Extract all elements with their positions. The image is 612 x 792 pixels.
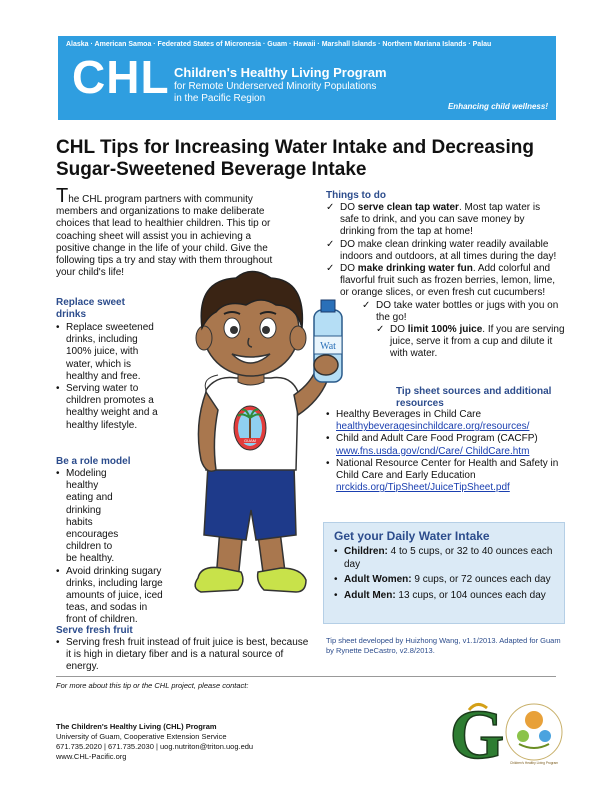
check-icon: ✓ bbox=[376, 324, 385, 336]
list-item: • Healthy Beverages in Child Care healthybeveragesinchildcare.org/resources/ bbox=[326, 409, 561, 433]
role-heading: Be a role model bbox=[56, 456, 131, 467]
footer-divider bbox=[56, 676, 556, 677]
page-title: CHL Tips for Increasing Water Intake and Decreasing Sugar-Sweetened Beverage Intake bbox=[56, 137, 534, 180]
tagline: Enhancing child wellness! bbox=[447, 102, 548, 111]
list-item: • Avoid drinking sugary drinks, including large amounts of juice, iced teas, and sodas in front of children. bbox=[56, 566, 166, 627]
list-item: ✓ DO serve clean tap water. Most tap water is safe to drink, and you can save money by drinking from the tap at home! bbox=[326, 202, 541, 238]
drop-cap: T bbox=[56, 185, 69, 207]
shirt-text: GUAM bbox=[244, 438, 256, 443]
circle-logo-text: Children's Healthy Living Program bbox=[509, 761, 559, 765]
list-item: • Modeling healthy eating and drinking habits encourages children to be healthy. bbox=[56, 468, 124, 566]
footer-org bbox=[56, 722, 253, 762]
list-item: ✓ DO limit 100% juice. If you are serving juice, serve it from a cup and dilute it with water. bbox=[376, 324, 565, 360]
list-item: • Children: 4 to 5 cups, or 32 to 40 ounces each day bbox=[334, 546, 560, 571]
footer-contact-intro: For more about this tip or the CHL project, please contact: bbox=[56, 681, 249, 690]
g-logo-letter: G bbox=[449, 697, 505, 772]
org-website[interactable]: www.CHL-Pacific.org bbox=[56, 752, 127, 761]
water-intake-box bbox=[323, 522, 565, 624]
boy-illustration bbox=[146, 250, 346, 610]
list-item: • Adult Men: 13 cups, or 104 ounces each day bbox=[334, 590, 560, 603]
things-heading: Things to do bbox=[326, 190, 386, 201]
check-icon: ✓ bbox=[326, 202, 335, 213]
program-title: Children's Healthy Living Program bbox=[174, 65, 387, 80]
sources-list bbox=[326, 409, 561, 494]
things-list bbox=[326, 202, 565, 361]
intro-text: he CHL program partners with community members and organizations to make deliberate choices that lead to healthier children. This tip or coaching sheet will assist you in achieving a positive change in the life of your child. Give the following tips a try and stay with them throughout your child's life! bbox=[56, 194, 273, 279]
list-item: • Serving fresh fruit instead of fruit juice is best, because it is high in dietary fiber and is a natural source of energy. bbox=[56, 637, 311, 674]
water-list bbox=[334, 546, 560, 605]
header-banner bbox=[58, 36, 556, 120]
source-link[interactable]: nrckids.org/TipSheet/JuiceTipSheet.pdf bbox=[336, 482, 510, 494]
replace-heading: Replace sweet drinks bbox=[56, 297, 125, 320]
check-icon: ✓ bbox=[326, 238, 335, 250]
list-item: • Replace sweetened drinks, including 100% juice, with water, which is healthy and free. bbox=[56, 322, 162, 383]
list-item: ✓ DO make clean drinking water readily available indoors and outdoors, at all times during the day! bbox=[326, 238, 557, 262]
source-link[interactable]: www.fns.usda.gov/cnd/Care/ ChildCare.htm bbox=[336, 445, 530, 457]
credit-note: Tip sheet developed by Huizhong Wang, v1.1/2013. Adapted for Guam by Rynette DeCastro, v2.8/2013. bbox=[326, 636, 561, 655]
check-icon: ✓ bbox=[362, 299, 371, 311]
check-icon: ✓ bbox=[326, 263, 335, 275]
org-line: University of Guam, Cooperative Extension Service bbox=[56, 732, 227, 741]
list-item: ✓ DO make drinking water fun. Add colorful and flavorful fruit such as frozen berries, lemon, lime, or orange slices, or even fresh cut cucumbers! bbox=[326, 263, 556, 299]
chl-logo: CHL bbox=[72, 51, 170, 103]
list-item: ✓ DO take water bottles or jugs with you on the go! bbox=[362, 299, 559, 323]
chl-circle-logo bbox=[503, 692, 565, 772]
g-logo bbox=[447, 692, 507, 772]
water-heading: Get your Daily Water Intake bbox=[334, 529, 490, 543]
program-subtitle-1: for Remote Underserved Minority Populations bbox=[174, 81, 377, 92]
list-item: • Serving water to children promotes a healthy weight and a healthy lifestyle. bbox=[56, 383, 162, 432]
regions-list: Alaska · American Samoa · Federated States of Micronesia · Guam · Hawaii · Marshall Islands · Northern Mariana Islands · Palau bbox=[66, 41, 492, 48]
list-item: • National Resource Center for Health and Safety in Child Care and Early Education nrckids.org/TipSheet/JuiceTipSheet.pdf bbox=[326, 458, 561, 495]
bottle-label: Wat bbox=[320, 341, 336, 352]
org-contact: 671.735.2020 | 671.735.2030 | uog.nutriton@triton.uog.edu bbox=[56, 742, 254, 751]
fruit-heading: Serve fresh fruit bbox=[56, 625, 133, 636]
sources-heading: Tip sheet sources and additional resources bbox=[396, 386, 552, 409]
program-subtitle-2: in the Pacific Region bbox=[174, 93, 266, 104]
source-link[interactable]: healthybeveragesinchildcare.org/resources/ bbox=[336, 421, 530, 433]
org-name: The Children's Healthy Living (CHL) Program bbox=[56, 722, 217, 731]
fruit-list bbox=[56, 637, 311, 674]
list-item: • Child and Adult Care Food Program (CACFP) www.fns.usda.gov/cnd/Care/ ChildCare.htm bbox=[326, 433, 561, 457]
list-item: • Adult Women: 9 cups, or 72 ounces each day bbox=[334, 574, 560, 587]
